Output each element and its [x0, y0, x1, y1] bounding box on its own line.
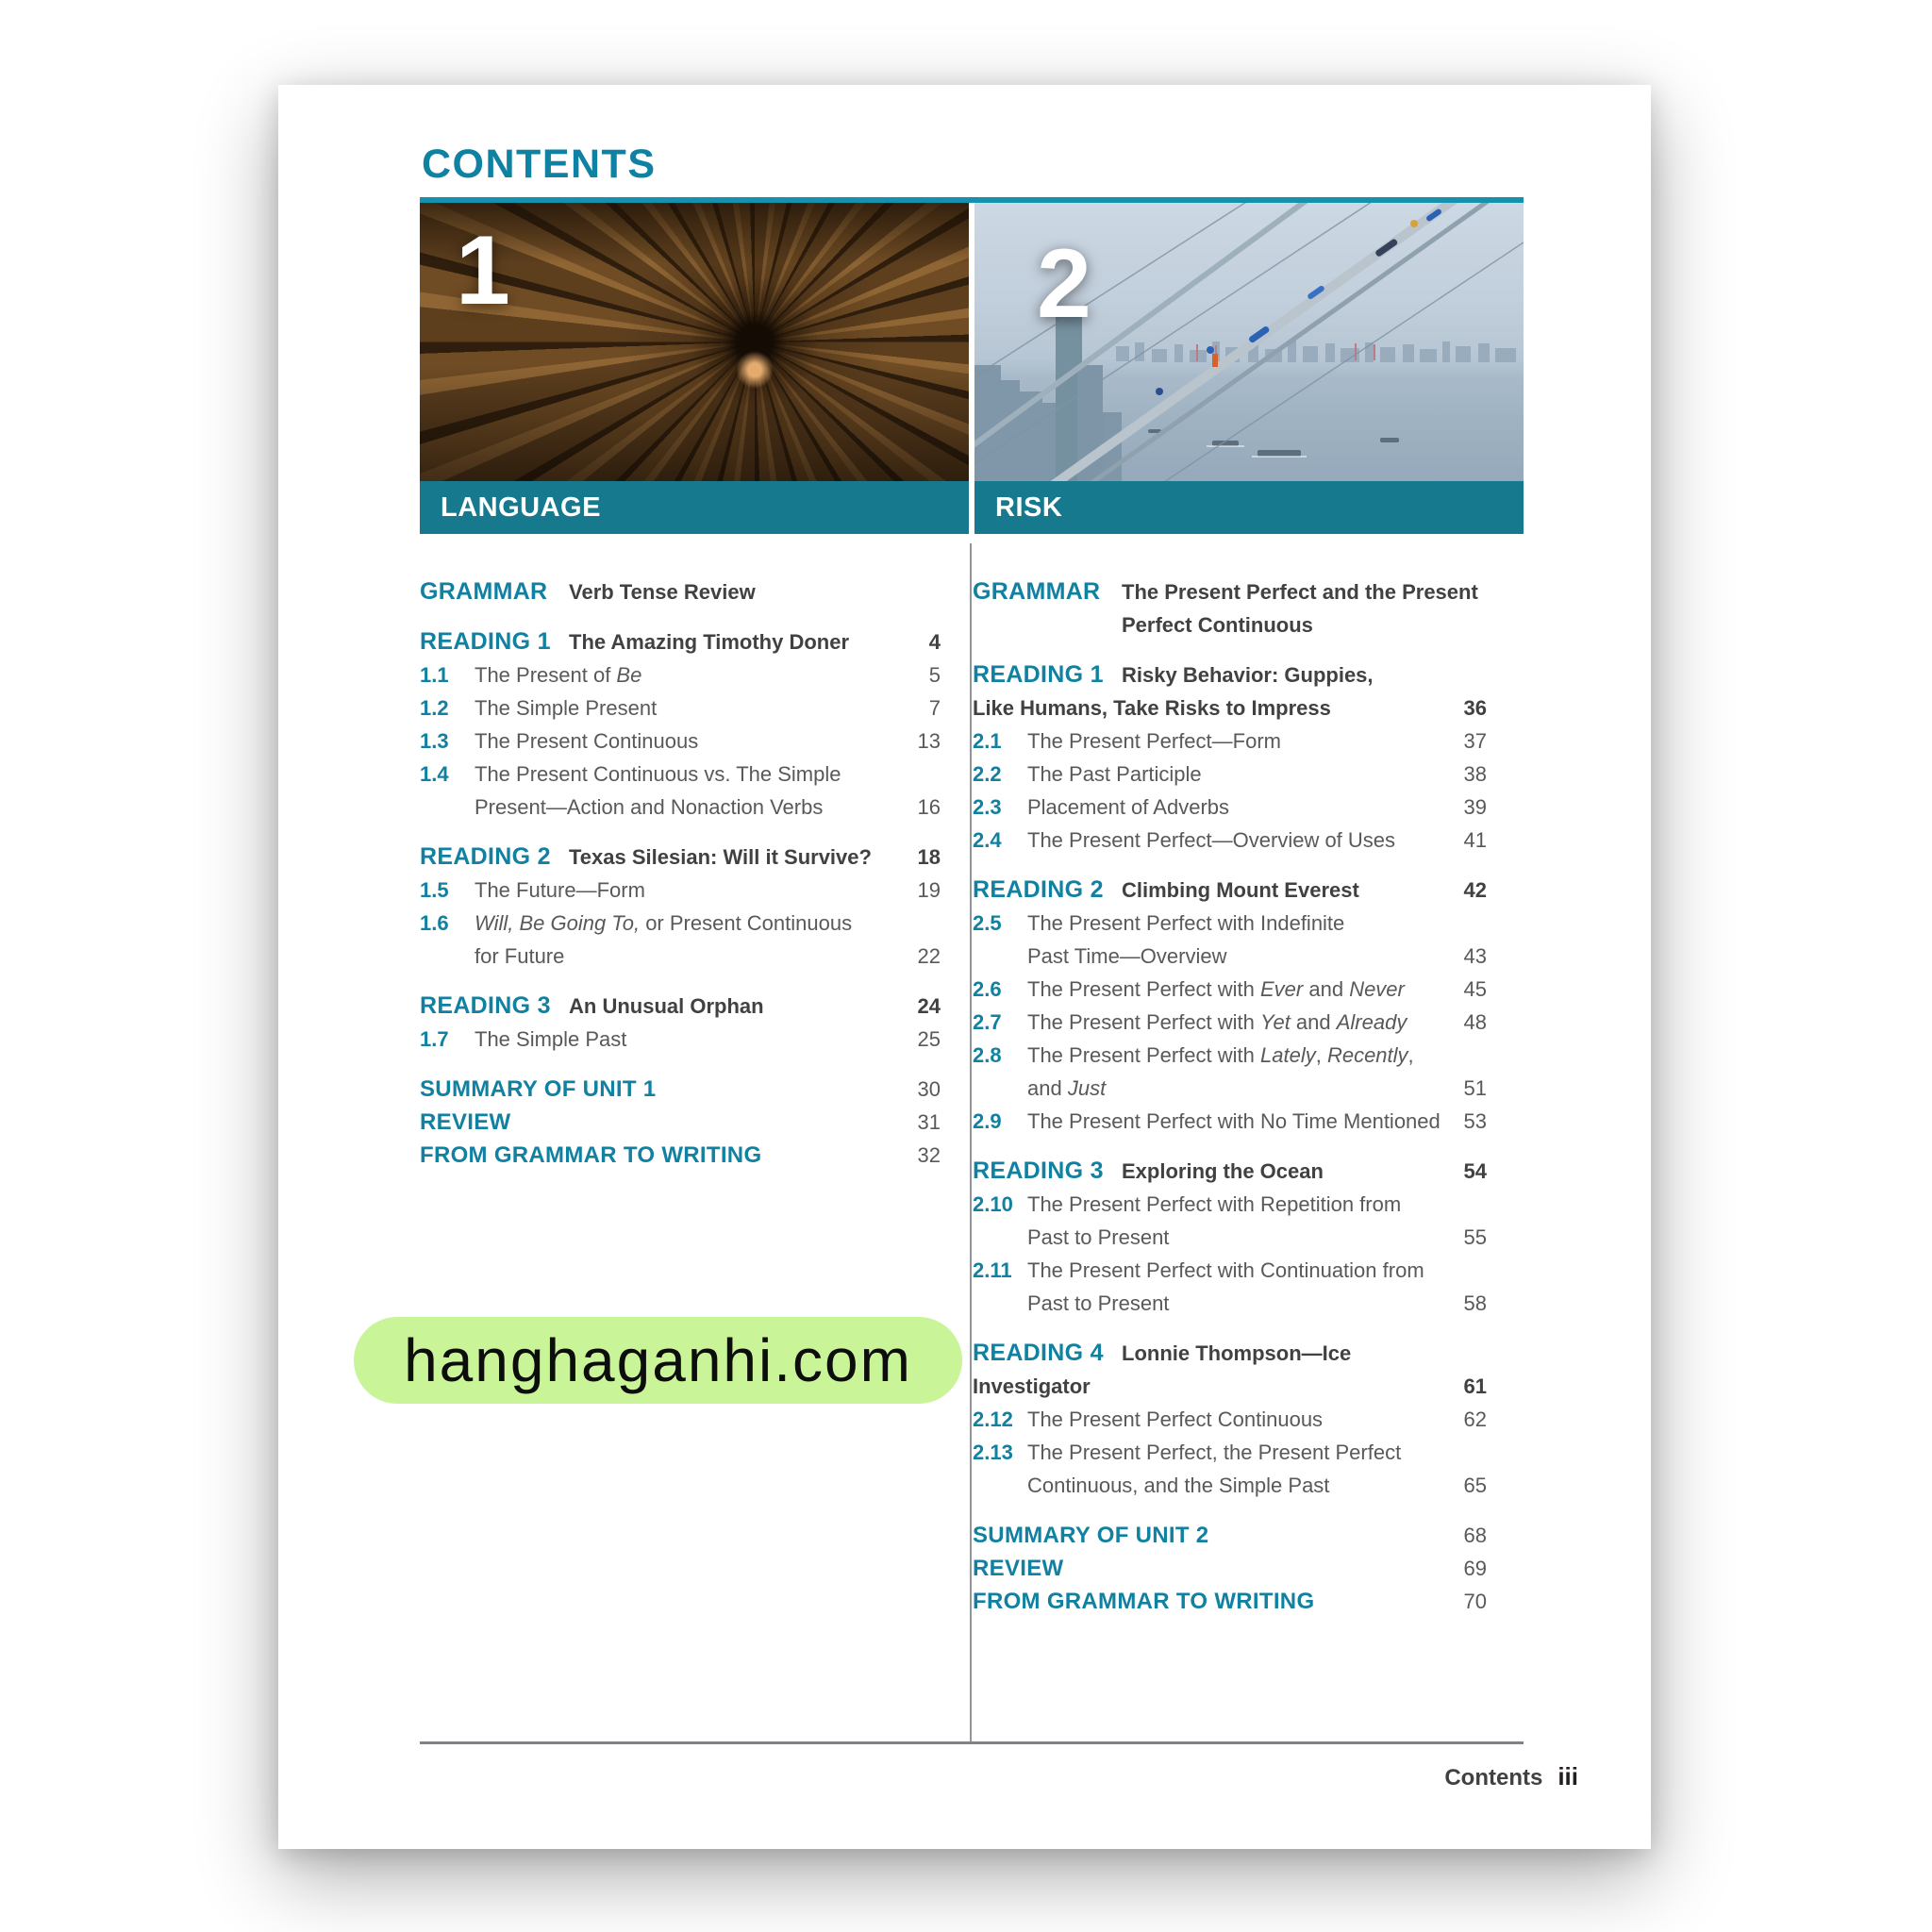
entry-text	[569, 990, 764, 1023]
toc-line	[420, 1023, 941, 1056]
text-segment: The Present Perfect with	[1027, 1043, 1260, 1067]
toc-block-item	[420, 1023, 941, 1056]
toc-line	[973, 1072, 1487, 1105]
entry-text	[1122, 658, 1374, 691]
toc-block-head	[973, 874, 1487, 907]
entry-text	[1027, 973, 1405, 1006]
page-number: 65	[1463, 1474, 1487, 1497]
page-number: 7	[928, 696, 941, 720]
entry-text	[1027, 824, 1395, 857]
section-label: READING 3	[420, 992, 551, 1019]
toc-line	[973, 907, 1487, 940]
text-segment: The Simple Past	[475, 1027, 627, 1051]
unit-2-photo-bridge-cables	[974, 203, 1524, 481]
toc-block-item	[973, 724, 1487, 758]
page-number: 16	[917, 795, 941, 819]
item-number: 2.9	[973, 1109, 1002, 1133]
text-segment: Exploring the Ocean	[1122, 1159, 1324, 1183]
page-number: 36	[1463, 696, 1487, 720]
toc-block-item	[420, 758, 941, 824]
entry-text	[1027, 1105, 1441, 1138]
entry-text	[1027, 1469, 1329, 1502]
item-number: 2.13	[973, 1441, 1013, 1464]
page-number: 30	[917, 1077, 941, 1101]
toc-line	[973, 1370, 1487, 1403]
unit-1-banner: LANGUAGE	[420, 481, 969, 534]
toc-block-head	[973, 575, 1487, 641]
page-number: 70	[1463, 1590, 1487, 1613]
page-number: 42	[1463, 878, 1487, 902]
toc-line	[420, 658, 941, 691]
text-segment: The Present Perfect with	[1027, 977, 1260, 1001]
toc-block-item	[973, 1436, 1487, 1502]
text-segment: The Present Perfect with Repetition from	[1027, 1192, 1402, 1216]
toc-line	[420, 724, 941, 758]
text-segment: Continuous, and the Simple Past	[1027, 1474, 1330, 1497]
entry-text	[1027, 1006, 1407, 1039]
page-number: 43	[1463, 944, 1487, 968]
unit-2-contents	[973, 575, 1487, 1618]
entry-text	[475, 691, 657, 724]
text-segment: Placement of Adverbs	[1027, 795, 1230, 819]
text-segment: An Unusual Orphan	[569, 994, 764, 1018]
text-segment: The Present Perfect with Indefinite	[1027, 911, 1345, 935]
unit-1-contents	[420, 575, 941, 1172]
page-number: 19	[917, 878, 941, 902]
section-label: GRAMMAR	[420, 578, 548, 605]
item-number: 2.2	[973, 762, 1002, 786]
entry-text	[475, 758, 841, 791]
toc-block-tail	[420, 1139, 941, 1172]
item-number: 2.8	[973, 1043, 1002, 1067]
toc-line	[973, 1403, 1487, 1436]
text-segment: Perfect Continuous	[1122, 613, 1313, 637]
toc-line	[973, 1254, 1487, 1287]
toc-line	[973, 1155, 1487, 1188]
toc-line	[973, 1287, 1487, 1320]
entry-text	[475, 724, 698, 758]
item-number: 1.6	[420, 911, 449, 935]
section-label: READING 3	[973, 1158, 1104, 1184]
italic-term: Yet	[1260, 1010, 1291, 1034]
text-segment: The Present Perfect Continuous	[1027, 1407, 1324, 1431]
text-segment: The Present Perfect with	[1027, 1010, 1260, 1034]
entry-text	[1027, 1039, 1414, 1072]
entry-text	[1122, 575, 1478, 608]
page-number: 38	[1463, 762, 1487, 786]
toc-line	[973, 824, 1487, 857]
italic-term: Ever	[1260, 977, 1304, 1001]
toc-line	[973, 658, 1487, 691]
entry-text	[1027, 1403, 1323, 1436]
toc-line	[973, 874, 1487, 907]
text-segment: ,	[1407, 1043, 1414, 1067]
toc-block-tail	[420, 1073, 941, 1106]
text-segment: Past to Present	[1027, 1291, 1170, 1315]
entry-text	[1027, 1254, 1424, 1287]
toc-block-item	[973, 1006, 1487, 1039]
entry-text	[1122, 608, 1313, 641]
unit-1-header	[420, 203, 969, 534]
text-segment: The Amazing Timothy Doner	[569, 630, 850, 654]
text-segment: Past to Present	[1027, 1225, 1170, 1249]
toc-block-head	[973, 1155, 1487, 1188]
toc-line	[973, 1039, 1487, 1072]
italic-term: Already	[1336, 1010, 1407, 1034]
toc-line	[973, 1105, 1487, 1138]
tail-label: SUMMARY OF UNIT 1	[420, 1076, 657, 1102]
page-number: 31	[917, 1110, 941, 1134]
entry-text	[1122, 874, 1359, 907]
page-footer	[278, 1762, 1578, 1791]
footer-page-number: iii	[1557, 1762, 1578, 1790]
toc-line	[420, 691, 941, 724]
text-segment: Lonnie Thompson—Ice	[1122, 1341, 1352, 1365]
text-segment: ,	[1315, 1043, 1327, 1067]
toc-block-item	[973, 1254, 1487, 1320]
text-segment: The Present Perfect—Overview of Uses	[1027, 828, 1396, 852]
page-number: 37	[1463, 729, 1487, 753]
text-segment: Present—Action and Nonaction Verbs	[475, 795, 824, 819]
text-segment: The Present of	[475, 663, 617, 687]
entry-text	[1027, 940, 1227, 973]
item-number: 2.1	[973, 729, 1002, 753]
toc-line	[973, 973, 1487, 1006]
text-segment: The Present Continuous vs. The Simple	[475, 762, 841, 786]
toc-tail-line	[973, 1519, 1487, 1552]
toc-block-item	[973, 1403, 1487, 1436]
text-segment: Climbing Mount Everest	[1122, 878, 1359, 902]
section-label: READING 4	[973, 1340, 1104, 1366]
italic-term: Recently	[1326, 1043, 1408, 1067]
text-segment: The Present Perfect and the Present	[1122, 580, 1478, 604]
italic-term: Just	[1067, 1076, 1107, 1100]
toc-line	[973, 691, 1487, 724]
text-segment: The Simple Present	[475, 696, 658, 720]
item-number: 2.5	[973, 911, 1002, 935]
toc-line	[973, 1469, 1487, 1502]
toc-block-head	[420, 575, 941, 608]
page-number: 58	[1463, 1291, 1487, 1315]
text-segment: Risky Behavior: Guppies,	[1122, 663, 1374, 687]
page-number: 48	[1463, 1010, 1487, 1034]
toc-block-item	[973, 758, 1487, 791]
tail-label: FROM GRAMMAR TO WRITING	[420, 1142, 762, 1168]
unit-header-row	[420, 203, 1524, 534]
item-number: 2.10	[973, 1192, 1013, 1216]
tail-label: SUMMARY OF UNIT 2	[973, 1523, 1209, 1548]
page-number: 41	[1463, 828, 1487, 852]
item-number: 1.5	[420, 878, 449, 902]
entry-text	[1027, 1221, 1169, 1254]
toc-block-item	[973, 824, 1487, 857]
text-segment: and	[1290, 1010, 1337, 1034]
page-title: CONTENTS	[422, 142, 657, 187]
item-number: 2.3	[973, 795, 1002, 819]
text-segment: The Present Continuous	[475, 729, 699, 753]
page-number: 61	[1463, 1374, 1487, 1398]
toc-line	[420, 625, 941, 658]
toc-block-item	[420, 658, 941, 691]
toc-block-item	[973, 907, 1487, 973]
entry-text	[1027, 1436, 1401, 1469]
text-segment: The Present Perfect with No Time Mentioned	[1027, 1109, 1441, 1133]
unit-2-header	[974, 203, 1524, 534]
tail-label: FROM GRAMMAR TO WRITING	[973, 1589, 1315, 1614]
toc-tail-line	[420, 1106, 941, 1139]
unit-2-number: 2	[1037, 229, 1091, 339]
page-number: 39	[1463, 795, 1487, 819]
toc-block-tail	[973, 1519, 1487, 1552]
entry-text	[475, 874, 645, 907]
toc-line	[973, 724, 1487, 758]
toc-block-item	[973, 1039, 1487, 1105]
unit-1-photo-library-tunnel	[420, 203, 969, 481]
page-number: 4	[928, 630, 941, 654]
section-label: READING 1	[420, 628, 551, 655]
text-segment: or Present Continuous	[640, 911, 853, 935]
entry-text	[475, 1023, 626, 1056]
section-label: GRAMMAR	[973, 578, 1101, 605]
toc-block-item	[973, 791, 1487, 824]
toc-block-item	[973, 973, 1487, 1006]
toc-block-item	[420, 691, 941, 724]
toc-line	[420, 907, 941, 940]
toc-line	[420, 791, 941, 824]
toc-line	[973, 1436, 1487, 1469]
toc-line	[973, 575, 1487, 608]
item-number: 2.4	[973, 828, 1002, 852]
toc-block-item	[973, 1188, 1487, 1254]
text-segment: The Present Perfect, the Present Perfect	[1027, 1441, 1402, 1464]
page-number: 55	[1463, 1225, 1487, 1249]
page-number: 5	[928, 663, 941, 687]
toc-line	[973, 608, 1487, 641]
entry-text	[1027, 1287, 1169, 1320]
entry-text	[475, 791, 823, 824]
toc-line	[973, 1188, 1487, 1221]
entry-text	[569, 625, 849, 658]
text-segment: Investigator	[973, 1374, 1091, 1398]
toc-block-item	[420, 907, 941, 973]
toc-block-head	[973, 1337, 1487, 1403]
text-segment: Past Time—Overview	[1027, 944, 1227, 968]
page-number: 53	[1463, 1109, 1487, 1133]
text-segment: The Present Perfect—Form	[1027, 729, 1281, 753]
page-number: 24	[917, 994, 941, 1018]
page-number: 22	[917, 944, 941, 968]
entry-text	[1027, 1188, 1401, 1221]
item-number: 1.2	[420, 696, 449, 720]
page-number: 68	[1463, 1524, 1487, 1547]
toc-block-item	[973, 1105, 1487, 1138]
toc-block-tail	[973, 1552, 1487, 1585]
toc-line	[420, 990, 941, 1023]
entry-text	[1027, 758, 1202, 791]
page-number: 62	[1463, 1407, 1487, 1431]
section-label: READING 1	[973, 661, 1104, 688]
page-number: 69	[1463, 1557, 1487, 1580]
entry-text	[973, 1370, 1091, 1403]
text-segment: The Present Perfect with Continuation from	[1027, 1258, 1424, 1282]
tail-label: REVIEW	[973, 1556, 1064, 1581]
italic-term: Never	[1349, 977, 1405, 1001]
toc-line	[973, 758, 1487, 791]
item-number: 1.7	[420, 1027, 449, 1051]
toc-line	[973, 1221, 1487, 1254]
toc-tail-line	[420, 1139, 941, 1172]
toc-line	[973, 940, 1487, 973]
footer-rule	[420, 1741, 1524, 1744]
toc-line	[420, 874, 941, 907]
entry-text	[1027, 1072, 1106, 1105]
toc-line	[973, 1006, 1487, 1039]
footer-label: Contents	[1444, 1765, 1543, 1790]
toc-block-item	[420, 874, 941, 907]
item-number: 1.1	[420, 663, 449, 687]
watermark-badge: hanghaganhi.com	[354, 1317, 962, 1404]
toc-line	[420, 940, 941, 973]
entry-text	[1122, 1337, 1351, 1370]
text-segment: Like Humans, Take Risks to Impress	[973, 696, 1331, 720]
toc-block-head	[973, 658, 1487, 724]
text-segment: Verb Tense Review	[569, 580, 756, 604]
page-number: 32	[917, 1143, 941, 1167]
italic-term: Be	[616, 663, 642, 687]
unit-2-banner: RISK	[974, 481, 1524, 534]
entry-text	[1122, 1155, 1324, 1188]
toc-block-tail	[420, 1106, 941, 1139]
toc-block-tail	[973, 1585, 1487, 1618]
toc-tail-line	[973, 1552, 1487, 1585]
text-segment: Texas Silesian: Will it Survive?	[569, 845, 872, 869]
entry-text	[569, 575, 756, 608]
page-number: 54	[1463, 1159, 1487, 1183]
entry-text	[1027, 907, 1344, 940]
toc-line	[973, 791, 1487, 824]
page-number: 18	[917, 845, 941, 869]
section-label: READING 2	[973, 876, 1104, 903]
section-label: READING 2	[420, 843, 551, 870]
toc-tail-line	[420, 1073, 941, 1106]
item-number: 2.12	[973, 1407, 1013, 1431]
page-number: 51	[1463, 1076, 1487, 1100]
tail-label: REVIEW	[420, 1109, 511, 1135]
item-number: 2.6	[973, 977, 1002, 1001]
text-segment: The Future—Form	[475, 878, 645, 902]
item-number: 1.3	[420, 729, 449, 753]
unit-1-number: 1	[456, 216, 510, 325]
toc-block-item	[420, 724, 941, 758]
toc-tail-line	[973, 1585, 1487, 1618]
toc-block-head	[420, 990, 941, 1023]
toc-line	[420, 758, 941, 791]
toc-page	[278, 85, 1651, 1849]
toc-block-head	[420, 625, 941, 658]
entry-text	[475, 940, 564, 973]
text-segment: The Past Participle	[1027, 762, 1202, 786]
entry-text	[569, 841, 872, 874]
entry-text	[1027, 724, 1281, 758]
toc-line	[420, 841, 941, 874]
text-segment: and	[1027, 1076, 1068, 1100]
item-number: 2.11	[973, 1258, 1012, 1282]
text-segment: and	[1303, 977, 1350, 1001]
entry-text	[475, 907, 852, 940]
italic-term: Lately	[1260, 1043, 1316, 1067]
toc-block-head	[420, 841, 941, 874]
toc-line	[973, 1337, 1487, 1370]
text-segment: for Future	[475, 944, 565, 968]
item-number: 2.7	[973, 1010, 1002, 1034]
entry-text	[475, 658, 641, 691]
entry-text	[973, 691, 1331, 724]
page-number: 25	[917, 1027, 941, 1051]
entry-text	[1027, 791, 1229, 824]
italic-term: Will, Be Going To,	[475, 911, 641, 935]
page-number: 13	[917, 729, 941, 753]
toc-line	[420, 575, 941, 608]
page-number: 45	[1463, 977, 1487, 1001]
item-number: 1.4	[420, 762, 449, 786]
column-divider	[970, 543, 972, 1741]
